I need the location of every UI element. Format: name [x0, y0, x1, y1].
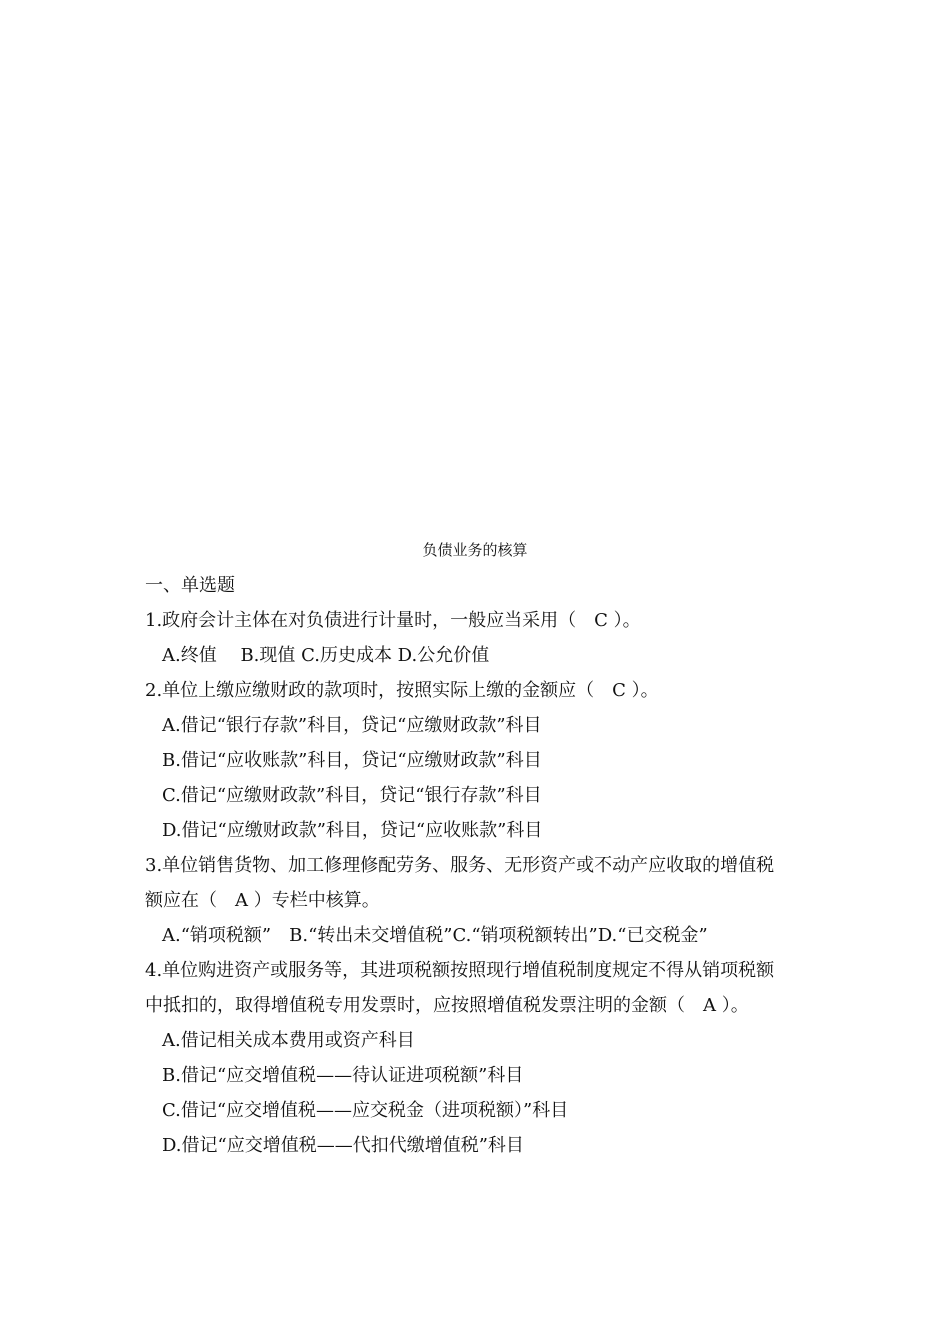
question-line: 额应在（ A ）专栏中核算。 [145, 890, 380, 911]
question-line: 中抵扣的，取得增值税专用发票时，应按照增值税发票注明的金额（ A ）。 [145, 995, 749, 1016]
answer-option-line: A.“销项税额” B.“转出未交增值税”C.“销项税额转出”D.“已交税金” [162, 925, 708, 946]
question-line: 4.单位购进资产或服务等，其进项税额按照现行增值税制度规定不得从销项税额 [145, 960, 775, 981]
answer-option-line: B.借记“应收账款”科目，贷记“应缴财政款”科目 [162, 750, 542, 771]
answer-option-line: D.借记“应交增值税——代扣代缴增值税”科目 [162, 1135, 524, 1156]
section-heading: 一、单选题 [145, 575, 235, 596]
answer-option-line: A.借记相关成本费用或资产科目 [162, 1030, 415, 1051]
answer-option-line: C.借记“应缴财政款”科目，贷记“银行存款”科目 [162, 785, 542, 806]
question-list [145, 603, 835, 1163]
answer-option-line: A.终值 B.现值 C.历史成本 D.公允价值 [162, 645, 490, 666]
document-body [145, 568, 835, 1163]
document-title: 负债业务的核算 [422, 541, 528, 559]
answer-option-line: C.借记“应交增值税——应交税金（进项税额）”科目 [162, 1100, 569, 1121]
answer-option-line: D.借记“应缴财政款”科目，贷记“应收账款”科目 [162, 820, 543, 841]
answer-option-line: B.借记“应交增值税——待认证进项税额”科目 [162, 1065, 524, 1086]
answer-option-line: A.借记“银行存款”科目，贷记“应缴财政款”科目 [162, 715, 542, 736]
question-line: 1.政府会计主体在对负债进行计量时，一般应当采用（ C ）。 [145, 610, 641, 631]
question-line: 2.单位上缴应缴财政的款项时，按照实际上缴的金额应（ C ）。 [145, 680, 659, 701]
question-line: 3.单位销售货物、加工修理修配劳务、服务、无形资产或不动产应收取的增值税 [145, 855, 775, 876]
